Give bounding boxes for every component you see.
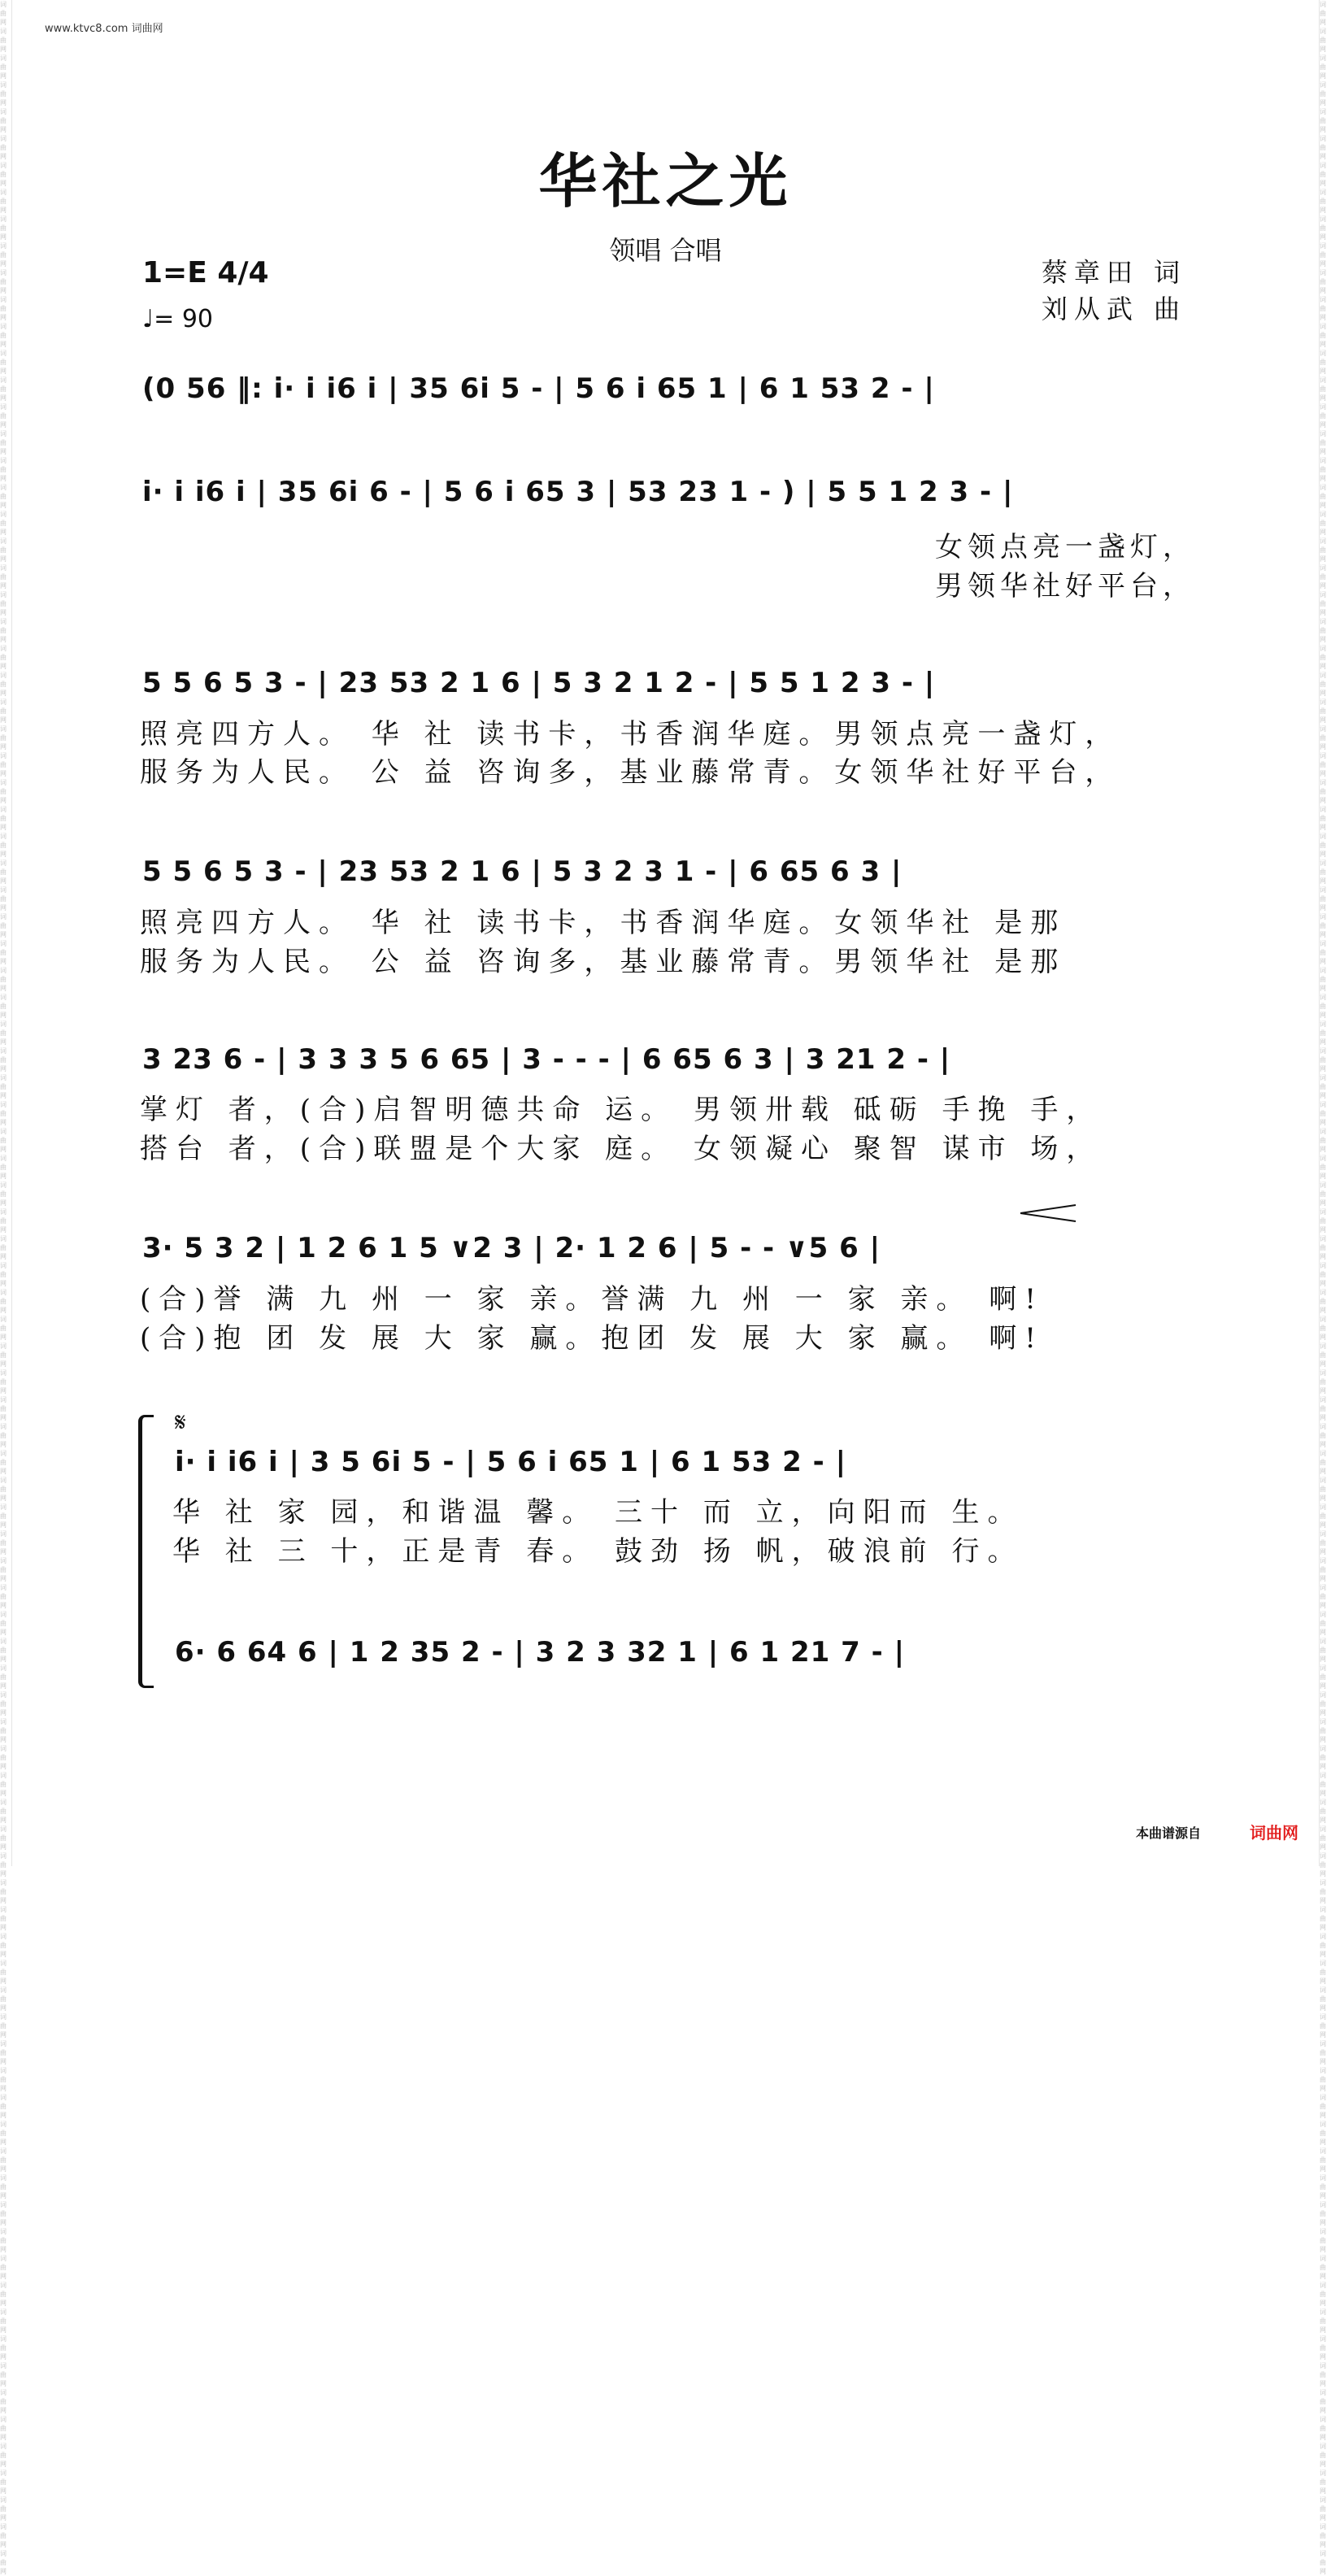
footer-source-text: 本曲谱源自 — [1135, 1825, 1201, 1841]
site-url[interactable]: www.ktvc8.com 词曲网 — [45, 23, 163, 35]
lyricist-credit: 蔡章田 词 — [1041, 257, 1186, 288]
tempo-marking: ♩= 90 — [142, 305, 213, 333]
score-row-4: 5 5 6 5 3 - | 23 53 2 1 6 | 5 3 2 3 1 - | 6 65 6 3 | — [142, 855, 903, 888]
lyric-row-7-verse-1: 华 社 家 园，和谐温 馨。 三十 而 立，向阳而 生。 — [172, 1496, 1024, 1529]
crescendo-hairpin — [1020, 1203, 1077, 1223]
lyric-row-4-verse-1: 照亮四方人。 华 社 读书卡，书香润华庭。女领华社 是那 — [140, 907, 1067, 939]
left-watermark-strip: 词曲网词曲网词曲网词曲网词曲网词曲网词曲网词曲网词曲网词曲网词曲网词曲网词曲网词曲网词曲网词曲网词曲网词曲网词曲网词曲网词曲网词曲网词曲网词曲网词曲网词曲网词曲网词曲网词曲网词曲网词曲网词曲网词曲网词曲网词曲网词曲网词曲网词曲网词曲网词曲网词曲网词曲网词曲网词曲网词曲网词曲网词曲网词曲网词曲网词曲网词曲网词曲网词曲网词曲网词曲网词曲网词曲网词曲网词曲网词曲网词曲网词曲网词曲网词曲网词曲网词曲网词曲网词曲网词曲网词曲网词曲网词曲网词曲网词曲网词曲网词曲网词曲网词曲网词曲网词曲网词曲网词曲网词曲网词曲网词曲网词曲网词曲网词曲网词曲网词曲网词曲网词曲网词曲网词曲网词曲网词曲网 — [0, 0, 12, 1866]
lyric-row-3-verse-2: 服务为人民。 公 益 咨询多，基业藤常青。女领华社好平台， — [140, 756, 1121, 789]
lyric-row-2-verse-1: 女领点亮一盏灯， — [935, 531, 1195, 564]
lyric-row-5-verse-1: 掌灯 者，(合)启智明德共命 运。 男领卅载 砥砺 手挽 手， — [140, 1094, 1103, 1126]
lyric-row-7-verse-2: 华 社 三 十，正是青 春。 鼓劲 扬 帆，破浪前 行。 — [172, 1535, 1024, 1568]
score-row-3: 5 5 6 5 3 - | 23 53 2 1 6 | 5 3 2 1 2 - | 5 5 1 2 3 - | — [142, 667, 936, 699]
lyric-row-5-verse-2: 搭台 者，(合)联盟是个大家 庭。 女领凝心 聚智 谋市 场， — [140, 1133, 1103, 1165]
score-row-5: 3 23 6 - | 3 3 3 5 6 65 | 3 - - - | 6 65 6 3 | 3 21 2 - | — [142, 1043, 951, 1076]
score-row-6: 3· 5 3 2 | 1 2 6 1 5 ∨2 3 | 2· 1 2 6 | 5 - - ∨5 6 | — [142, 1232, 881, 1264]
song-subtitle: 领唱 合唱 — [609, 235, 722, 266]
lyric-row-6-verse-2: (合)抱 团 发 展 大 家 赢。抱团 发 展 大 家 赢。 啊! — [140, 1322, 1044, 1355]
score-row-2: i· i i6 i | 35 6i 6 - | 5 6 i 65 3 | 53 23 1 - ) | 5 5 1 2 3 - | — [142, 476, 1014, 508]
composer-credit: 刘从武 曲 — [1041, 294, 1186, 324]
lyric-row-2-verse-2: 男领华社好平台， — [935, 570, 1195, 603]
score-row-8: 6· 6 64 6 | 1 2 35 2 - | 3 2 3 32 1 | 6 1 21 7 - | — [175, 1636, 906, 1669]
song-title: 华社之光 — [538, 146, 793, 215]
footer-logo[interactable]: 词曲网 — [1250, 1823, 1298, 1843]
score-row-1: (0 56 ‖: i· i i6 i | 35 6i 5 - | 5 6 i 65 1 | 6 1 53 2 - | — [142, 372, 935, 405]
right-watermark-strip: 词曲网词曲网词曲网词曲网词曲网词曲网词曲网词曲网词曲网词曲网词曲网词曲网词曲网词曲网词曲网词曲网词曲网词曲网词曲网词曲网词曲网词曲网词曲网词曲网词曲网词曲网词曲网词曲网词曲网词曲网词曲网词曲网词曲网词曲网词曲网词曲网词曲网词曲网词曲网词曲网词曲网词曲网词曲网词曲网词曲网词曲网词曲网词曲网词曲网词曲网词曲网词曲网词曲网词曲网词曲网词曲网词曲网词曲网词曲网词曲网词曲网词曲网词曲网词曲网词曲网词曲网词曲网词曲网词曲网词曲网词曲网词曲网词曲网词曲网词曲网词曲网词曲网词曲网词曲网词曲网词曲网词曲网词曲网词曲网词曲网词曲网词曲网词曲网词曲网词曲网词曲网词曲网词曲网词曲网词曲网词曲网 — [1319, 0, 1331, 1866]
system-brace — [138, 1415, 154, 1688]
score-row-7: i· i i6 i | 3 5 6i 5 - | 5 6 i 65 1 | 6 1 53 2 - | — [175, 1446, 847, 1478]
lyric-row-4-verse-2: 服务为人民。 公 益 咨询多，基业藤常青。男领华社 是那 — [140, 946, 1067, 978]
lyric-row-3-verse-1: 照亮四方人。 华 社 读书卡，书香润华庭。男领点亮一盏灯， — [140, 718, 1121, 751]
key-signature: 1=E 4/4 — [142, 256, 269, 289]
lyric-row-6-verse-1: (合)誉 满 九 州 一 家 亲。誉满 九 州 一 家 亲。 啊! — [140, 1283, 1044, 1316]
segno-sign: 𝄋 — [175, 1407, 186, 1438]
